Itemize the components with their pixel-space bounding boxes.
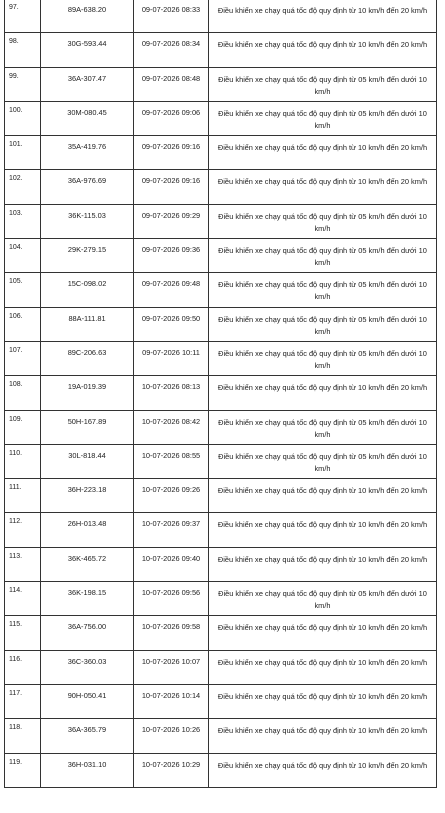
row-number-cell bbox=[5, 239, 41, 273]
table-row bbox=[5, 0, 437, 33]
violation-time-text: 10-07-2026 10:29 bbox=[141, 759, 201, 769]
row-number-text: 98. bbox=[9, 38, 19, 46]
row-number-cell bbox=[5, 650, 41, 684]
violation-time-cell bbox=[134, 479, 209, 513]
row-number-text: 109. bbox=[9, 415, 23, 423]
row-number-cell bbox=[5, 684, 41, 718]
violation-time-text: 10-07-2026 08:55 bbox=[141, 450, 201, 460]
row-number-text: 102. bbox=[9, 175, 23, 183]
table-row bbox=[5, 753, 437, 787]
license-plate-cell bbox=[41, 170, 134, 204]
license-plate-text: 90H-050.41 bbox=[67, 690, 107, 700]
violation-time-text: 10-07-2026 10:26 bbox=[141, 725, 201, 735]
row-number-text: 118. bbox=[9, 724, 23, 732]
license-plate-text: 89C-206.63 bbox=[67, 347, 107, 357]
license-plate-text: 36A-756.00 bbox=[67, 622, 107, 632]
license-plate-text: 36H-223.18 bbox=[67, 485, 107, 495]
violation-description-cell bbox=[209, 444, 437, 478]
table-row bbox=[5, 239, 437, 273]
row-number-text: 106. bbox=[9, 312, 23, 320]
row-number-text: 110. bbox=[9, 449, 23, 457]
violation-description-cell bbox=[209, 136, 437, 170]
license-plate-cell bbox=[41, 0, 134, 33]
license-plate-cell bbox=[41, 410, 134, 444]
violation-time-cell bbox=[134, 101, 209, 135]
table-row bbox=[5, 273, 437, 307]
row-number-text: 115. bbox=[9, 621, 23, 629]
row-number-text: 117. bbox=[9, 689, 23, 697]
license-plate-cell bbox=[41, 582, 134, 616]
license-plate-cell bbox=[41, 204, 134, 238]
license-plate-text: 89A-638.20 bbox=[67, 5, 107, 14]
table-row bbox=[5, 513, 437, 547]
violation-time-cell bbox=[134, 513, 209, 547]
violation-time-text: 09-07-2026 10:11 bbox=[142, 347, 200, 357]
violation-description-cell bbox=[209, 753, 437, 787]
row-number-cell bbox=[5, 0, 41, 33]
violation-description-text: Điều khiển xe chạy quá tốc độ quy định từ 10 km/h đến 20 km/h bbox=[217, 623, 428, 633]
violation-time-text: 09-07-2026 08:33 bbox=[141, 5, 201, 14]
violation-description-text: Điều khiển xe chạy quá tốc độ quy định từ 05 km/h đến dưới 10 km/h bbox=[218, 589, 427, 611]
violation-description-text: Điều khiển xe chạy quá tốc độ quy định từ 10 km/h đến 20 km/h bbox=[217, 40, 428, 50]
row-number-cell bbox=[5, 479, 41, 513]
row-number-text: 97. bbox=[9, 4, 19, 11]
license-plate-cell bbox=[41, 33, 134, 67]
violation-time-cell bbox=[134, 616, 209, 650]
license-plate-cell bbox=[41, 513, 134, 547]
violation-description-cell bbox=[209, 170, 437, 204]
row-number-text: 104. bbox=[9, 244, 23, 252]
violation-description-cell bbox=[209, 101, 437, 135]
violation-description-text: Điều khiển xe chạy quá tốc độ quy định từ 05 km/h đến dưới 10 km/h bbox=[218, 280, 427, 302]
violations-table bbox=[4, 0, 437, 788]
row-number-text: 113. bbox=[9, 552, 23, 560]
license-plate-text: 36K-115.03 bbox=[68, 210, 106, 220]
violation-description-text: Điều khiển xe chạy quá tốc độ quy định từ 10 km/h đến 20 km/h bbox=[217, 554, 428, 564]
violation-time-text: 09-07-2026 09:36 bbox=[141, 245, 201, 255]
violation-description-text: Điều khiển xe chạy quá tốc độ quy định từ 10 km/h đến 20 km/h bbox=[217, 726, 428, 736]
license-plate-text: 36H-031.10 bbox=[67, 759, 107, 769]
license-plate-cell bbox=[41, 684, 134, 718]
license-plate-text: 88A-111.81 bbox=[68, 313, 106, 323]
violation-time-text: 10-07-2026 08:13 bbox=[141, 382, 201, 392]
license-plate-cell bbox=[41, 376, 134, 410]
license-plate-text: 36C-360.03 bbox=[67, 656, 107, 666]
violation-time-cell bbox=[134, 136, 209, 170]
table-row bbox=[5, 67, 437, 101]
violation-description-cell bbox=[209, 616, 437, 650]
violation-time-text: 09-07-2026 09:16 bbox=[141, 142, 201, 152]
violation-time-cell bbox=[134, 410, 209, 444]
violation-time-cell bbox=[134, 273, 209, 307]
license-plate-text: 36K-198.15 bbox=[67, 588, 107, 598]
license-plate-cell bbox=[41, 273, 134, 307]
violation-time-text: 09-07-2026 09:06 bbox=[141, 107, 201, 117]
violation-time-text: 09-07-2026 09:29 bbox=[141, 210, 201, 220]
row-number-cell bbox=[5, 719, 41, 753]
license-plate-cell bbox=[41, 341, 134, 375]
violation-description-text: Điều khiển xe chạy quá tốc độ quy định từ 05 km/h đến dưới 10 km/h bbox=[218, 211, 427, 233]
table-row bbox=[5, 479, 437, 513]
violation-description-cell bbox=[209, 650, 437, 684]
violation-time-cell bbox=[134, 650, 209, 684]
table-row bbox=[5, 307, 437, 341]
license-plate-cell bbox=[41, 239, 134, 273]
violation-description-cell bbox=[209, 273, 437, 307]
row-number-cell bbox=[5, 547, 41, 581]
violation-time-text: 09-07-2026 09:16 bbox=[141, 176, 201, 186]
table-row bbox=[5, 33, 437, 67]
violation-time-cell bbox=[134, 753, 209, 787]
violation-description-text: Điều khiển xe chạy quá tốc độ quy định từ 10 km/h đến 20 km/h bbox=[217, 691, 428, 701]
violation-time-text: 10-07-2026 09:40 bbox=[141, 553, 201, 563]
violation-time-text: 10-07-2026 09:26 bbox=[141, 485, 201, 495]
violation-description-cell bbox=[209, 341, 437, 375]
violation-time-text: 10-07-2026 08:42 bbox=[141, 416, 201, 426]
license-plate-text: 36A-365.79 bbox=[67, 725, 107, 735]
violation-time-cell bbox=[134, 0, 209, 33]
violation-description-text: Điều khiển xe chạy quá tốc độ quy định từ 05 km/h đến dưới 10 km/h bbox=[218, 314, 427, 336]
row-number-cell bbox=[5, 307, 41, 341]
violation-time-text: 10-07-2026 09:37 bbox=[141, 519, 201, 529]
license-plate-cell bbox=[41, 616, 134, 650]
violation-time-cell bbox=[134, 307, 209, 341]
violation-time-text: 10-07-2026 09:56 bbox=[141, 588, 201, 598]
license-plate-text: 30M-080.45 bbox=[67, 107, 107, 117]
row-number-cell bbox=[5, 410, 41, 444]
violation-description-cell bbox=[209, 547, 437, 581]
row-number-cell bbox=[5, 204, 41, 238]
violation-description-cell bbox=[209, 410, 437, 444]
table-row bbox=[5, 204, 437, 238]
violation-description-cell bbox=[209, 307, 437, 341]
violation-time-cell bbox=[134, 582, 209, 616]
violation-time-text: 09-07-2026 08:34 bbox=[141, 39, 201, 49]
table-row bbox=[5, 582, 437, 616]
license-plate-text: 15C-098.02 bbox=[67, 279, 107, 289]
license-plate-cell bbox=[41, 67, 134, 101]
violation-description-cell bbox=[209, 33, 437, 67]
license-plate-text: 30L-818.44 bbox=[68, 450, 106, 460]
license-plate-cell bbox=[41, 753, 134, 787]
violation-description-text: Điều khiển xe chạy quá tốc độ quy định từ 05 km/h đến dưới 10 km/h bbox=[218, 417, 427, 439]
violation-time-text: 09-07-2026 08:48 bbox=[141, 73, 201, 83]
violation-time-text: 10-07-2026 10:14 bbox=[141, 690, 201, 700]
violation-description-cell bbox=[209, 684, 437, 718]
violation-description-text: Điều khiển xe chạy quá tốc độ quy định từ 05 km/h đến dưới 10 km/h bbox=[218, 246, 427, 268]
row-number-text: 116. bbox=[9, 655, 23, 663]
row-number-text: 107. bbox=[9, 346, 23, 354]
violation-description-text: Điều khiển xe chạy quá tốc độ quy định từ 10 km/h đến 20 km/h bbox=[217, 6, 428, 15]
license-plate-cell bbox=[41, 307, 134, 341]
violation-time-cell bbox=[134, 341, 209, 375]
violation-description-cell bbox=[209, 204, 437, 238]
violation-time-cell bbox=[134, 239, 209, 273]
row-number-cell bbox=[5, 753, 41, 787]
violation-time-cell bbox=[134, 376, 209, 410]
row-number-text: 105. bbox=[9, 278, 23, 286]
license-plate-text: 50H-167.89 bbox=[67, 416, 107, 426]
row-number-cell bbox=[5, 67, 41, 101]
violation-description-text: Điều khiển xe chạy quá tốc độ quy định từ 10 km/h đến 20 km/h bbox=[217, 486, 428, 496]
violation-time-cell bbox=[134, 684, 209, 718]
table-row bbox=[5, 547, 437, 581]
row-number-text: 112. bbox=[9, 518, 23, 526]
license-plate-text: 36K-465.72 bbox=[67, 553, 107, 563]
license-plate-text: 36A-307.47 bbox=[67, 73, 107, 83]
row-number-cell bbox=[5, 376, 41, 410]
license-plate-cell bbox=[41, 101, 134, 135]
table-row bbox=[5, 444, 437, 478]
table-row bbox=[5, 650, 437, 684]
violation-description-text: Điều khiển xe chạy quá tốc độ quy định từ 10 km/h đến 20 km/h bbox=[217, 760, 428, 770]
license-plate-text: 30G-593.44 bbox=[67, 39, 107, 49]
violation-time-cell bbox=[134, 33, 209, 67]
license-plate-cell bbox=[41, 444, 134, 478]
row-number-cell bbox=[5, 136, 41, 170]
license-plate-text: 36A-976.69 bbox=[67, 176, 107, 186]
row-number-text: 103. bbox=[9, 209, 23, 217]
violation-description-cell bbox=[209, 376, 437, 410]
violation-description-text: Điều khiển xe chạy quá tốc độ quy định từ 10 km/h đến 20 km/h bbox=[217, 383, 428, 393]
violation-description-cell bbox=[209, 0, 437, 33]
license-plate-text: 26H-013.48 bbox=[67, 519, 107, 529]
row-number-cell bbox=[5, 170, 41, 204]
license-plate-cell bbox=[41, 479, 134, 513]
table-row bbox=[5, 101, 437, 135]
violation-time-cell bbox=[134, 444, 209, 478]
violation-time-cell bbox=[134, 719, 209, 753]
violation-time-cell bbox=[134, 204, 209, 238]
license-plate-text: 29K-279.15 bbox=[67, 245, 107, 255]
violation-time-cell bbox=[134, 547, 209, 581]
violation-description-text: Điều khiển xe chạy quá tốc độ quy định từ 05 km/h đến dưới 10 km/h bbox=[218, 451, 427, 473]
row-number-cell bbox=[5, 341, 41, 375]
violation-description-cell bbox=[209, 479, 437, 513]
violation-description-cell bbox=[209, 582, 437, 616]
row-number-text: 114. bbox=[9, 587, 23, 595]
table-row bbox=[5, 170, 437, 204]
violation-time-text: 09-07-2026 09:50 bbox=[141, 313, 201, 323]
violation-time-cell bbox=[134, 67, 209, 101]
table-row bbox=[5, 616, 437, 650]
violation-time-text: 10-07-2026 10:07 bbox=[141, 656, 201, 666]
row-number-cell bbox=[5, 33, 41, 67]
violation-time-cell bbox=[134, 170, 209, 204]
row-number-cell bbox=[5, 273, 41, 307]
violation-time-text: 09-07-2026 09:48 bbox=[141, 279, 201, 289]
violation-description-text: Điều khiển xe chạy quá tốc độ quy định từ 05 km/h đến dưới 10 km/h bbox=[218, 348, 427, 370]
row-number-text: 111. bbox=[9, 484, 22, 492]
license-plate-cell bbox=[41, 719, 134, 753]
violation-description-cell bbox=[209, 719, 437, 753]
table-row bbox=[5, 341, 437, 375]
row-number-cell bbox=[5, 582, 41, 616]
violation-description-text: Điều khiển xe chạy quá tốc độ quy định từ 10 km/h đến 20 km/h bbox=[217, 177, 428, 187]
violation-description-text: Điều khiển xe chạy quá tốc độ quy định từ 05 km/h đến dưới 10 km/h bbox=[218, 108, 427, 130]
violation-description-cell bbox=[209, 513, 437, 547]
violation-description-text: Điều khiển xe chạy quá tốc độ quy định từ 10 km/h đến 20 km/h bbox=[217, 520, 428, 530]
table-row bbox=[5, 376, 437, 410]
license-plate-text: 35A-419.76 bbox=[67, 142, 107, 152]
violation-description-text: Điều khiển xe chạy quá tốc độ quy định từ 05 km/h đến dưới 10 km/h bbox=[218, 74, 427, 96]
table-row bbox=[5, 719, 437, 753]
violation-description-text: Điều khiển xe chạy quá tốc độ quy định từ 10 km/h đến 20 km/h bbox=[217, 143, 428, 153]
violations-table-body bbox=[5, 0, 437, 787]
license-plate-cell bbox=[41, 650, 134, 684]
table-row bbox=[5, 136, 437, 170]
violation-time-text: 10-07-2026 09:58 bbox=[141, 622, 201, 632]
row-number-cell bbox=[5, 444, 41, 478]
row-number-text: 119. bbox=[9, 758, 23, 766]
violation-description-text: Điều khiển xe chạy quá tốc độ quy định từ 10 km/h đến 20 km/h bbox=[217, 657, 428, 667]
license-plate-cell bbox=[41, 136, 134, 170]
row-number-text: 101. bbox=[9, 141, 23, 149]
row-number-text: 99. bbox=[9, 72, 19, 80]
table-row bbox=[5, 410, 437, 444]
row-number-text: 100. bbox=[9, 106, 23, 114]
license-plate-text: 19A-019.39 bbox=[67, 382, 107, 392]
license-plate-cell bbox=[41, 547, 134, 581]
row-number-cell bbox=[5, 513, 41, 547]
row-number-cell bbox=[5, 616, 41, 650]
table-row bbox=[5, 684, 437, 718]
row-number-cell bbox=[5, 101, 41, 135]
violation-description-cell bbox=[209, 239, 437, 273]
row-number-text: 108. bbox=[9, 381, 23, 389]
violation-description-cell bbox=[209, 67, 437, 101]
